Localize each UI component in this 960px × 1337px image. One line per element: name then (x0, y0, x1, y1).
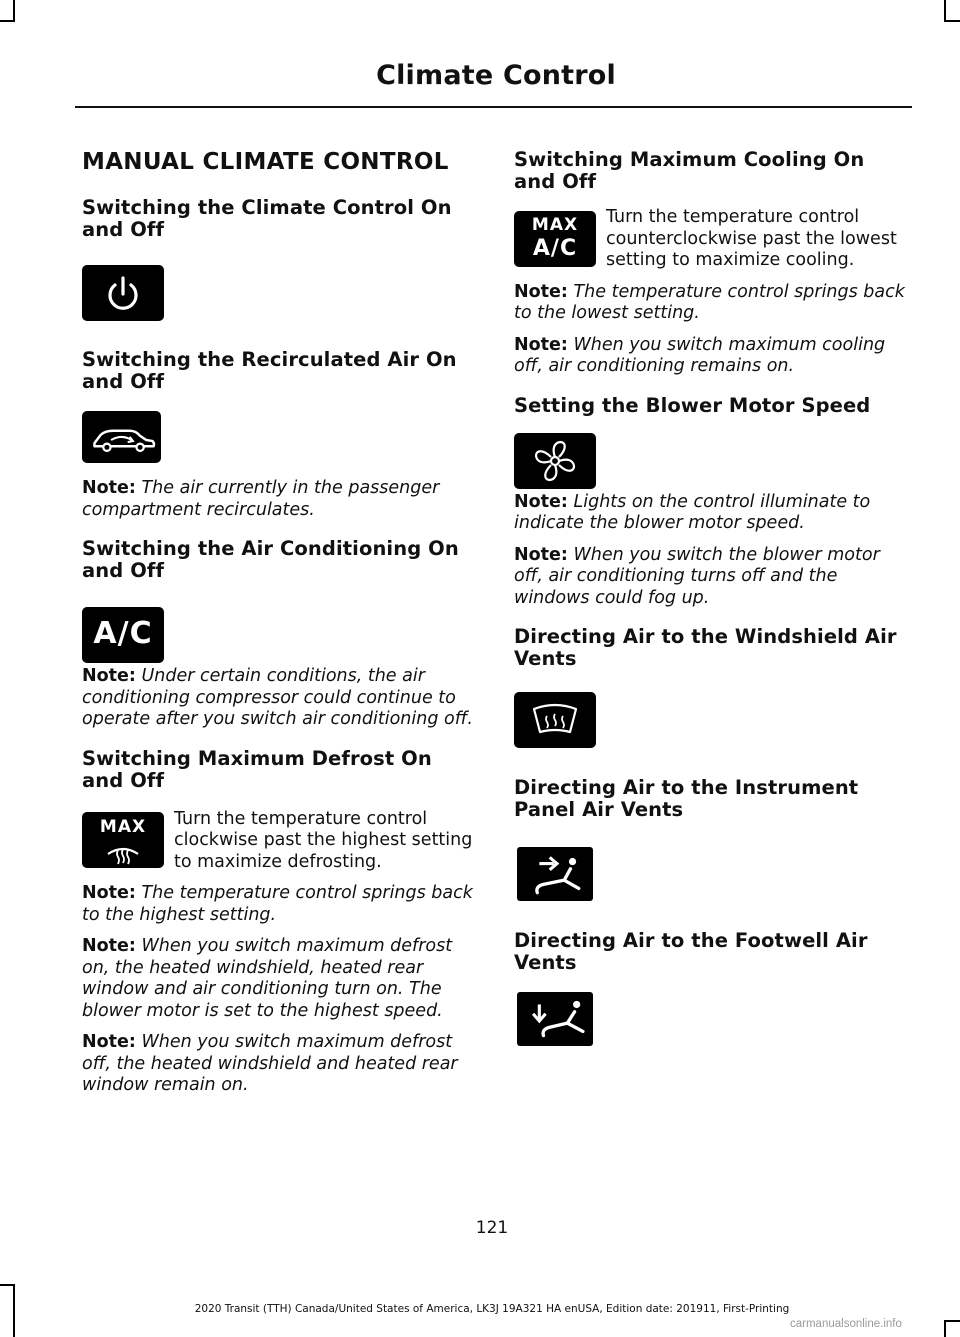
crop-mark (944, 20, 960, 22)
crop-mark (944, 1320, 960, 1322)
crop-mark (13, 0, 15, 22)
header-rule (75, 106, 912, 108)
section-heading-max-cooling: Switching Maximum Cooling On and Off (514, 148, 865, 193)
section-heading-panel-vents: Directing Air to the Instrument Panel Air Vents (514, 776, 859, 821)
note-defrost-off: Note: When you switch maximum defrost off, the heated windshield and heated rear window remain on. (82, 1032, 458, 1095)
section-heading-climate-on-off: Switching the Climate Control On and Off (82, 196, 452, 241)
left-column (82, 145, 478, 1097)
watermark: carmanualsonline.info (790, 1318, 902, 1330)
section-heading-recirculated-air: Switching the Recirculated Air On and Off (82, 348, 457, 393)
note-cooling-off: Note: When you switch maximum cooling off, air conditioning remains on. (514, 334, 886, 376)
max-ac-icon: MAX A/C (514, 211, 596, 267)
panel-vent-icon (517, 847, 593, 901)
windshield-defrost-icon (514, 692, 596, 748)
note-defrost-springs: Note: The temperature control springs back to the highest setting. (82, 883, 473, 925)
crop-mark (944, 1320, 946, 1337)
section-heading-windshield-vents: Directing Air to the Windshield Air Vents (514, 625, 897, 670)
section-heading-air-conditioning: Switching the Air Conditioning On and Off (82, 537, 459, 582)
crop-mark (0, 20, 15, 22)
note-blower-off: Note: When you switch the blower motor off, air conditioning turns off and the windows could fog up. (514, 544, 880, 608)
crop-mark (944, 0, 946, 22)
right-column (514, 149, 910, 1046)
recirculation-car-icon (82, 411, 161, 463)
fan-icon (514, 433, 596, 489)
section-heading-blower-speed: Setting the Blower Motor Speed (514, 393, 871, 417)
crop-mark (0, 1284, 15, 1286)
note-recirculation: Note: The air currently in the passenger compartment recirculates. (82, 478, 440, 520)
main-heading: MANUAL CLIMATE CONTROL (82, 149, 449, 175)
ac-icon: A/C (82, 607, 164, 663)
power-icon (82, 265, 164, 321)
note-ac-compressor: Note: Under certain conditions, the air conditioning compressor could continue to operate after you switch air conditioning off. (82, 666, 473, 729)
max-defrost-icon: MAX (82, 812, 164, 868)
note-blower-lights: Note: Lights on the control illuminate to indicate the blower motor speed. (514, 491, 871, 533)
page-header-title: Climate Control (376, 60, 616, 91)
footwell-vent-icon (517, 992, 593, 1046)
section-heading-max-defrost: Switching Maximum Defrost On and Off (82, 746, 432, 792)
edition-footer: 2020 Transit (TTH) Canada/United States of America, LK3J 19A321 HA enUSA, Edition date: 201911, First-Printing (194, 1303, 790, 1315)
max-defrost-body: Turn the temperature control clockwise past the highest setting to maximize defrosting. (174, 808, 473, 872)
section-heading-footwell-vents: Directing Air to the Footwell Air Vents (514, 929, 868, 974)
page-number: 121 (475, 1218, 509, 1238)
max-cooling-body: Turn the temperature control counterclockwise past the lowest setting to maximize cooling. (606, 207, 897, 270)
note-defrost-on: Note: When you switch maximum defrost on, the heated windshield, heated rear window and air conditioning turn on. The blower motor is set to the highest speed. (82, 936, 453, 1021)
note-cooling-springs: Note: The temperature control springs back to the lowest setting. (514, 281, 905, 323)
